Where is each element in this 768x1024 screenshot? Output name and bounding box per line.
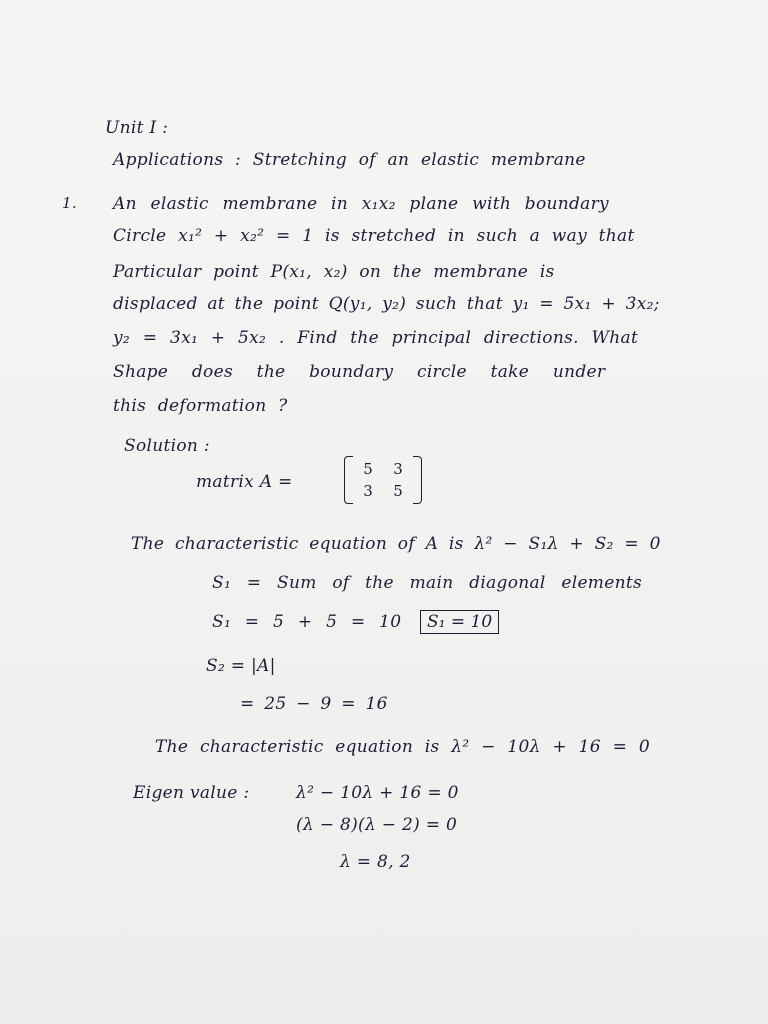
problem-line-2: Circle x₁² + x₂² = 1 is stretched in such a way that bbox=[113, 226, 635, 246]
matrix-right-bracket bbox=[413, 456, 422, 504]
eigen-label: Eigen value : bbox=[133, 783, 250, 803]
matrix-label: matrix A = bbox=[196, 472, 293, 492]
problem-line-4: displaced at the point Q(y₁, y₂) such that y₁ = 5x₁ + 3x₂; bbox=[113, 294, 660, 314]
s2-definition: S₂ = |A| bbox=[206, 656, 276, 676]
applications-heading: Applications : Stretching of an elastic membrane bbox=[113, 150, 586, 170]
unit-heading: Unit I : bbox=[105, 118, 169, 138]
problem-line-1: An elastic membrane in x₁x₂ plane with boundary bbox=[113, 194, 609, 214]
problem-line-7: this deformation ? bbox=[113, 396, 288, 416]
matrix-a bbox=[344, 456, 422, 504]
s1-result-box: S₁ = 10 bbox=[420, 610, 499, 634]
eigen-line-3: λ = 8, 2 bbox=[340, 852, 411, 872]
matrix-a11: 5 bbox=[363, 460, 373, 478]
problem-number: 1. bbox=[62, 194, 77, 212]
char-eq-general: The characteristic equation of A is λ² − S₁λ + S₂ = 0 bbox=[131, 534, 661, 554]
s1-definition: S₁ = Sum of the main diagonal elements bbox=[212, 573, 642, 593]
s1-calculation: S₁ = 5 + 5 = 10 bbox=[212, 612, 402, 632]
matrix-a21: 3 bbox=[363, 482, 373, 500]
eigen-line-2: (λ − 8)(λ − 2) = 0 bbox=[296, 815, 458, 835]
problem-line-5: y₂ = 3x₁ + 5x₂ . Find the principal directions. What bbox=[113, 328, 639, 348]
eigen-line-1: λ² − 10λ + 16 = 0 bbox=[296, 783, 459, 803]
problem-line-6: Shape does the boundary circle take under bbox=[113, 362, 606, 382]
solution-label: Solution : bbox=[124, 436, 210, 456]
char-eq-specific: The characteristic equation is λ² − 10λ + 16 = 0 bbox=[155, 737, 650, 757]
matrix-a12: 3 bbox=[393, 460, 403, 478]
matrix-left-bracket bbox=[344, 456, 353, 504]
problem-line-3: Particular point P(x₁, x₂) on the membrane is bbox=[113, 262, 555, 282]
s2-calculation: = 25 − 9 = 16 bbox=[240, 694, 388, 714]
matrix-a22: 5 bbox=[393, 482, 403, 500]
